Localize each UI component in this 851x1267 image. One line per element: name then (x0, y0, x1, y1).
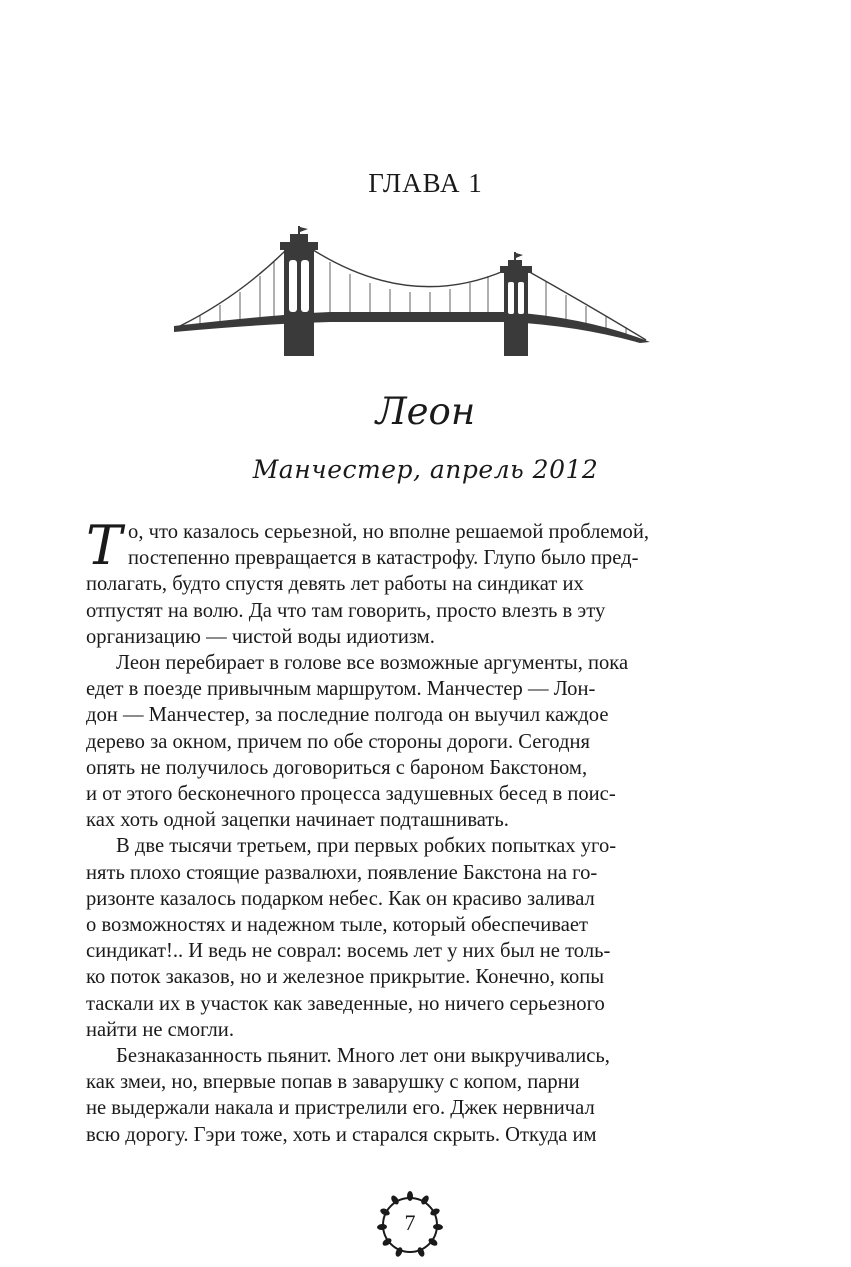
text-line: дерево за окном, причем по обе стороны дороги. Сегодня (86, 730, 590, 753)
text-line: всю дорогу. Гэри тоже, хоть и старался скрыть. Откуда им (86, 1123, 597, 1146)
text-line: и от этого бесконечного процесса задушевных бесед в поис- (86, 783, 616, 806)
text-line: В две тысячи третьем, при первых робких попытках уго- (116, 835, 617, 858)
page-number: 7 (404, 1210, 416, 1235)
text-line: ко поток заказов, но и железное прикрытие. Конечно, копы (86, 966, 605, 989)
text-line: едет в поезде привычным маршрутом. Манчестер — Лон- (86, 678, 596, 701)
bridge-icon (170, 226, 654, 358)
text-line: дон — Манчестер, за последние полгода он выучил каждое (86, 704, 609, 727)
text-line: ках хоть одной зацепки начинает подташнивать. (86, 809, 509, 832)
drop-cap: Т (86, 514, 123, 577)
body-text (86, 514, 740, 1148)
text-line: о возможностях и надежном тыле, который обеспечивает (86, 914, 589, 937)
paragraph-3 (86, 833, 740, 1043)
text-line: как змеи, но, впервые попав в заварушку с копом, парни (86, 1071, 580, 1094)
text-line: постепенно превращается в катастрофу. Глупо было пред- (128, 547, 639, 570)
text-line: отпустят на волю. Да что там говорить, просто влезть в эту (86, 599, 606, 622)
place-and-date: Манчестер, апрель 2012 (252, 455, 599, 484)
paragraph-1 (86, 514, 740, 650)
text-line: Леон перебирает в голове все возможные аргументы, пока (116, 652, 629, 675)
paragraph-4 (86, 1043, 740, 1148)
text-line: найти не смогли. (86, 1018, 234, 1041)
text-line: опять не получилось договориться с бароном Бакстоном, (86, 756, 588, 779)
character-name: Леон (375, 390, 476, 433)
text-line: нять плохо стоящие развалюхи, появление Бакстона на го- (86, 861, 598, 884)
text-line: о, что казалось серьезной, но вполне решаемой проблемой, (128, 521, 649, 543)
text-line: полагать, будто спустя девять лет работы на синдикат их (86, 573, 584, 596)
text-line: не выдержали накала и пристрелили его. Джек нервничал (86, 1097, 595, 1120)
text-line: синдикат!.. И ведь не соврал: восемь лет у них был не толь- (86, 940, 611, 963)
text-line: организацию — чистой воды идиотизм. (86, 625, 435, 648)
text-line: Безнаказанность пьянит. Много лет они выкручивались, (116, 1045, 610, 1068)
text-line: ризонте казалось подарком небес. Как он красиво заливал (86, 887, 595, 910)
text-line: таскали их в участок как заведенные, но ничего серьезного (86, 992, 605, 1015)
paragraph-2 (86, 650, 740, 833)
chapter-heading: ГЛАВА 1 (368, 168, 483, 198)
